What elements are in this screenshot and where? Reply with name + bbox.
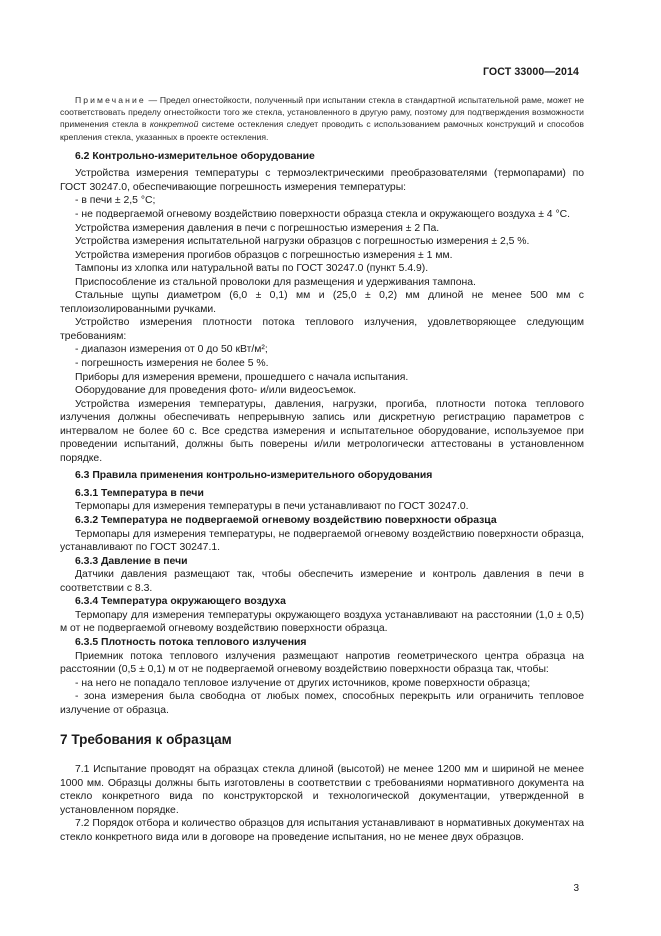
s633-text: Датчики давления размещают так, чтобы обеспечить измерение и контроль давления в печи в соответствии с 8.3. (60, 569, 584, 594)
page-number: 3 (573, 883, 579, 894)
s635-text: Приемник потока теплового излучения размещают напротив геометрического центра образца на расстоянии (0,5 ± 0,1) м от не подвергаемой огневому воздействию поверхности образца так, чтобы: (60, 650, 584, 676)
s633-title: 6.3.3 Давление в печи (75, 555, 188, 567)
s631-title: 6.3.1 Температура в печи (75, 487, 204, 499)
s62-p4: Устройства измерения прогибов образцов с погрешностью измерения ± 1 мм. (75, 249, 453, 261)
s62-p8: Устройство измерения плотности потока теплового излучения, удовлетворяющее следующим требованиям: (60, 317, 584, 342)
s635-title: 6.3.5 Плотность потока теплового излучения (75, 636, 307, 648)
s62-b1: - в печи ± 2,5 °С; (75, 195, 156, 207)
page-content (60, 94, 584, 845)
s62-p5: Тампоны из хлопка или натуральной ваты по ГОСТ 30247.0 (пункт 5.4.9). (75, 263, 429, 275)
note-paragraph (60, 94, 584, 143)
s62-p7: Стальные щупы диаметром (6,0 ± 0,1) мм и (25,0 ± 0,2) мм длиной не менее 500 мм с теплоизолированными ручками. (60, 290, 584, 315)
s62-b3: - диапазон измерения от 0 до 50 кВт/м²; (75, 344, 268, 356)
s634-title: 6.3.4 Температура окружающего воздуха (75, 596, 286, 608)
s62-p2: Устройства измерения давления в печи с погрешностью измерения ± 2 Па. (75, 222, 440, 234)
note-text-b: системе остекления следует проводить с использованием рамочных конструкций и способов крепления стекла, указанных в проекте остекления. (60, 119, 584, 142)
s62-p6: Приспособление из стальной проволоки для размещения и удерживания тампона. (75, 276, 476, 288)
s635-b2: - зона измерения была свободна от любых помех, способных перекрыть или ограничить тепловое излучение от образца. (60, 691, 584, 716)
document-id: ГОСТ 33000—2014 (482, 66, 579, 78)
s7-p2: 7.2 Порядок отбора и количество образцов для испытания устанавливают в нормативных документах на стекло конкретного вида или в договоре на проведение испытания, но не менее двух образцов. (60, 818, 584, 843)
section-6-3-title: 6.3 Правила применения контрольно-измерительного оборудования (75, 470, 433, 482)
s62-p11: Устройства измерения температуры, давления, нагрузки, прогиба, плотности потока теплового излучения должны обеспечивать непрерывную запись или дискретную регистрацию параметров с интервалом не более 60 с. Все средства измерения и испытательное оборудование, используемое при проведении испытаний, должны быть поверены и/или метрологически аттестованы в установленном порядке. (60, 398, 584, 464)
s62-p9: Приборы для измерения времени, прошедшего с начала испытания. (75, 371, 409, 383)
s634-text: Термопару для измерения температуры окружающего воздуха устанавливают на расстоянии (1,0 ± 0,5) м от не подвергаемой огневому воздействию поверхности образца. (60, 609, 584, 635)
section-6-2-title: 6.2 Контрольно-измерительное оборудование (75, 150, 315, 162)
s632-text: Термопары для измерения температуры, не подвергаемой огневому воздействию поверхности образца, устанавливают по ГОСТ 30247.1. (60, 528, 584, 554)
s62-b2: - не подвергаемой огневому воздействию поверхности образца стекла и окружающего воздуха ± 4 °С. (75, 209, 571, 220)
s62-p1: Устройства измерения температуры с термоэлектрическими преобразователями (термопарами) по ГОСТ 30247.0, обеспечивающие погрешность измерения температуры: (60, 168, 584, 193)
note-text-a: — Предел огнестойкости, полученный при испытании стекла в стандартной испытательной раме, может не соответствовать пределу огнестойкости того же стекла, установленного в другую раму, поэтому для подтверждения возможности применения стекла в (60, 95, 584, 130)
s631-text: Термопары для измерения температуры в печи устанавливают по ГОСТ 30247.0. (75, 501, 469, 513)
s632-title: 6.3.2 Температура не подвергаемой огневому воздействию поверхности образца (75, 515, 497, 527)
note-italic: конкретной (149, 119, 199, 130)
s7-p1: 7.1 Испытание проводят на образцах стекла длиной (высотой) не менее 1200 мм и шириной не менее 1000 мм. Образцы должны быть изготовлены в соответствии с требованиями нормативного документа на стекло конкретного вида по конструкторской и технологической документации, утвержденной в установленном порядке. (60, 764, 584, 816)
s62-b4: - погрешность измерения не более 5 %. (75, 358, 269, 370)
section-7-title: 7 Требования к образцам (60, 732, 232, 748)
s635-b1: - на него не попадало тепловое излучение от других источников, кроме поверхности образца; (75, 677, 531, 689)
s62-p10: Оборудование для проведения фото- и/или видеосъемок. (75, 385, 357, 397)
note-label: Примечание (75, 95, 146, 105)
s62-p3: Устройства измерения испытательной нагрузки образцов с погрешностью измерения ± 2,5 %. (75, 236, 530, 248)
